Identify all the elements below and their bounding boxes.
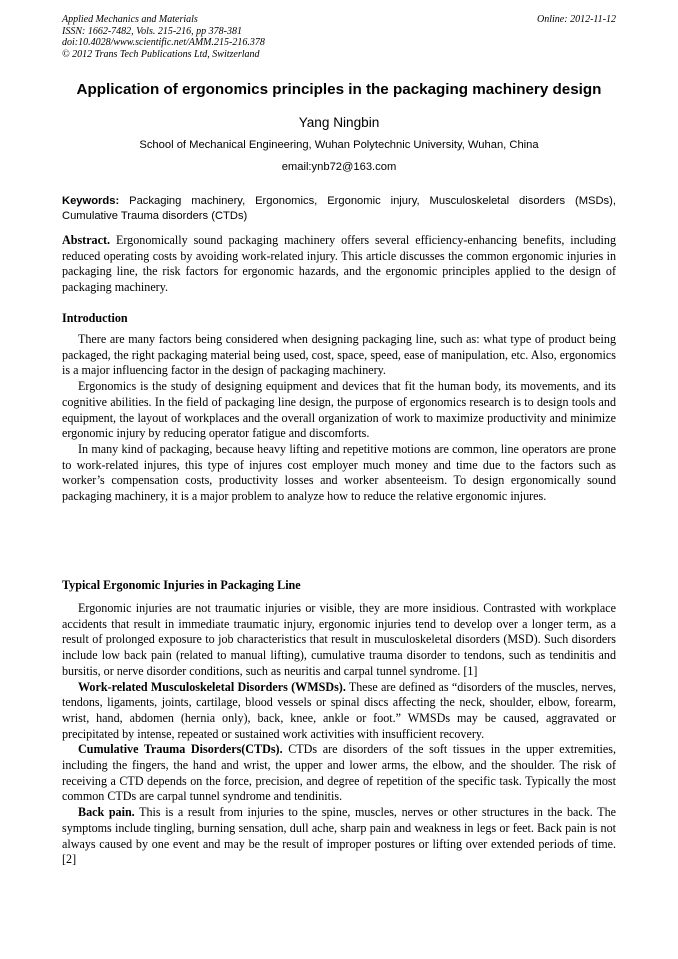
ctd-text: CTDs are disorders of the soft tissues in the upper extremities, including the fingers, the hand and wrist, the upper and lower arms, the elbow, and the shoulder. The risk of receiving a CTD depends on the force, precision, and degree of repetition of the specific task. Typically the most common CTDs are carpal tunnel syndrome and tendinitis. [62, 742, 617, 804]
paragraph: Ergonomic injuries are not traumatic injuries or visible, they are more insidious. Contrasted with workplace accidents that result in immediate traumatic injury, ergonomic injuries tend to develop over a longer term, as a result of prolonged exposure to job characteristics that result in musculoskeletal disorders (MSD). Such disorders include low back pain (related to manual lifting), cumulative trauma disorder to tendons, such as tendinitis and bursitis, or nerve disorder conditions, such as neuritis and carpal tunnel syndrome. [1] [62, 601, 616, 678]
running-header [62, 14, 616, 60]
back-pain-label: Back pain. [78, 805, 135, 820]
injuries-heading: Typical Ergonomic Injuries in Packaging Line [62, 578, 301, 592]
doi-line: doi:10.4028/www.scientific.net/AMM.215-216.378 [62, 37, 265, 48]
paragraph: There are many factors being considered when designing packaging line, such as: what type of product being packaged, the right packaging material being used, cost, space, speed, ease of manipulation, etc. Also, ergonomics is a major influencing factor in the design of packaging machinery. [62, 332, 616, 378]
introduction-section [62, 332, 616, 505]
paragraph [62, 680, 616, 743]
keywords-label: Keywords: [62, 195, 120, 207]
issn-line: ISSN: 1662-7482, Vols. 215-216, pp 378-381 [62, 25, 242, 37]
journal-name: Applied Mechanics and Materials [62, 14, 198, 25]
paper-title: Application of ergonomics principles in the packaging machinery design [76, 81, 602, 98]
paragraph [62, 805, 616, 868]
injuries-section [62, 601, 616, 868]
abstract-label: Abstract. [62, 233, 111, 247]
wmsd-text: These are defined as “disorders of the muscles, nerves, tendons, ligaments, joints, cartilage, blood vessels or spinal discs affecting the neck, shoulder, elbow, forearm, wrist, hand, abdomen (hernia only), back, knee, ankle or foot.” WMSDs may be caused, aggravated or precipitated by intense, repeated or sustained work activities with insufficient recovery. [62, 679, 617, 741]
wmsd-label: Work-related Musculoskeletal Disorders (WMSDs). [78, 679, 346, 694]
paragraph [62, 742, 616, 805]
keywords-text: Packaging machinery, Ergonomics, Ergonomic injury, Musculoskeletal disorders (MSDs), Cumulative Trauma disorders (CTDs) [62, 195, 616, 222]
paragraph: Ergonomics is the study of designing equipment and devices that fit the human body, its movements, and its cognitive abilities. In the field of packaging line design, the purpose of ergonomics research is to design tools and equipment, the layout of workplaces and the overall organization of work to maximize productivity and minimize ergonomic injury by reducing operator fatigue and discomforts. [62, 379, 616, 441]
back-pain-text: This is a result from injuries to the spine, muscles, nerves or other structures in the back. The symptoms include tingling, burning sensation, dull ache, sharp pain and weakness in legs or feet. Back pain is not always caused by one event and may be the result of improper postures or lifting over extended periods of time. [2] [62, 805, 616, 867]
author-affiliation: School of Mechanical Engineering, Wuhan Polytechnic University, Wuhan, China [139, 139, 539, 151]
ctd-label: Cumulative Trauma Disorders(CTDs). [78, 742, 283, 757]
abstract-text: Ergonomically sound packaging machinery offers several efficiency-enhancing benefits, including reduced operating costs by avoiding work-related injury. This article discusses the common ergonomic injuries in packaging line, the risk factors for ergonomic hazards, and the ergonomic principles applied to the design of packaging machinery. [62, 233, 616, 295]
abstract-block [62, 233, 616, 296]
author-name: Yang Ningbin [298, 115, 380, 130]
introduction-heading: Introduction [62, 311, 128, 325]
author-email: email:ynb72@163.com [281, 161, 397, 173]
online-date: Online: 2012-11-12 [537, 14, 616, 25]
copyright-line: © 2012 Trans Tech Publications Ltd, Switzerland [62, 48, 260, 60]
paragraph: In many kind of packaging, because heavy lifting and repetitive motions are common, line operators are prone to work-related injures, this type of injures cost employer much money and time due to the factors such as worker’s compensation costs, productivity losses and worker absenteeism. To design ergonomically sound packaging machinery, it is a major problem to analyze how to reduce the relative ergonomic injures. [62, 441, 616, 504]
keywords-block [62, 194, 616, 224]
